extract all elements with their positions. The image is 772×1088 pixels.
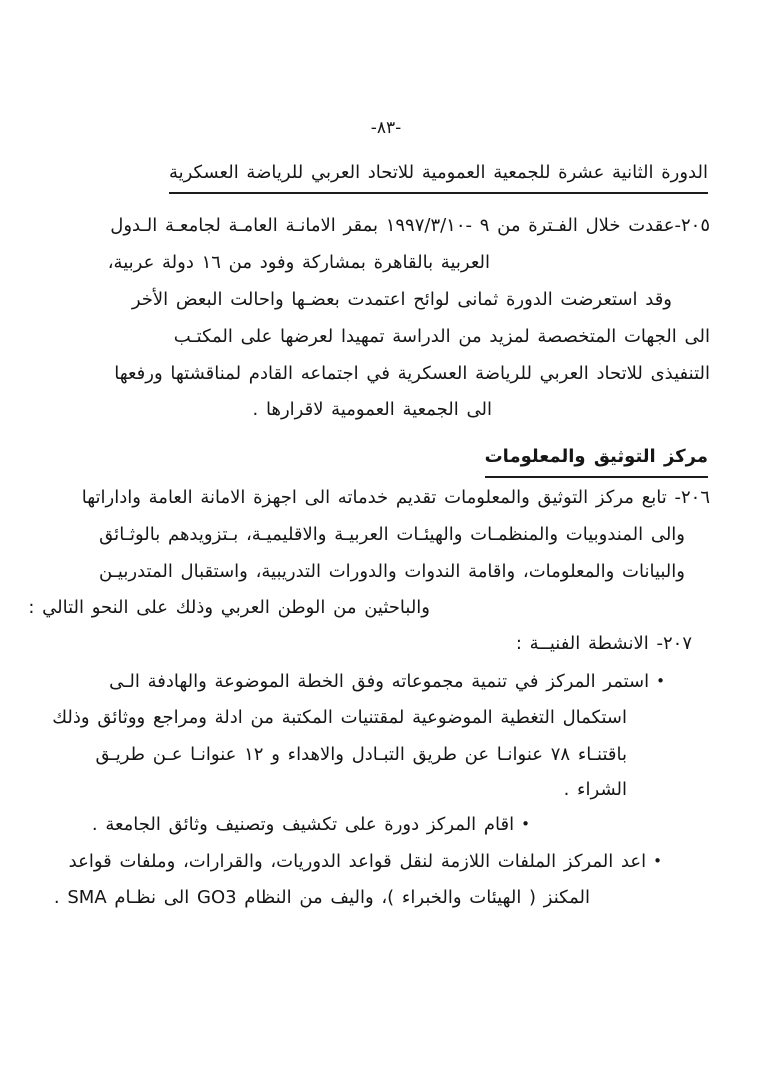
review-para-line1: وقد استعرضت الدورة ثمانى لوائح اعتمدت بعضـها واحالت البعض الأخر [131,289,672,310]
page-number: -٨٣- [370,118,402,138]
review-para-line4: الى الجمعية العمومية لاقرارها . [252,399,492,420]
item206-line4: والباحثين من الوطن العربي وذلك على النحو التالي : [28,597,430,618]
assembly-title: الدورة الثانية عشرة للجمعية العمومية للاتحاد العربي للرياضة العسكرية [169,160,708,194]
item205-line1: ٢٠٥-عقدت خلال الفـترة من ٩ -١٩٩٧/٣/١٠ بمقر الامانـة العامـة لجامعـة الـدول [110,215,710,236]
bullet-icon: • [656,672,665,690]
bullet1-text1: استمر المركز في تنمية مجموعاته وفق الخطة الموضوعة والهادفة الـى [109,671,650,692]
bullet2-text1: اقام المركز دورة على تكشيف وتصنيف وثائق الجامعة . [91,814,515,835]
bullet3-text1: اعد المركز الملفات اللازمة لنقل قواعد الدوريات، والقرارات، وملفات قواعد [68,851,647,872]
bullet1-line3: باقتنـاء ٧٨ عنوانـا عن طريق التبـادل والاهداء و ١٢ عنوانـا عـن طريـق [95,744,627,765]
bullet1-line2: استكمال التغطية الموضوعية لمقتنيات المكتبة من ادلة ومراجع ووثائق وذلك [52,707,627,728]
item206-line3: والبيانات والمعلومات، واقامة الندوات والدورات التدريبية، واستقبال المتدربيـن [98,561,685,582]
review-para-line2: الى الجهات المتخصصة لمزيد من الدراسة تمهيدا لعرضها على المكتـب [173,326,710,347]
item206-line2: والى المندوبيات والمنظمـات والهيئـات العربيـة والاقليميـة، بـتزويدهم بالوثـائق [99,524,685,545]
item206-line1: ٢٠٦- تابع مركز التوثيق والمعلومات تقديم خدماته الى اجهزة الامانة العامة واداراتها [81,487,710,508]
item207-heading: ٢٠٧- الانشطة الفنيــة : [515,633,692,654]
bullet3-line1 [69,848,662,875]
bullet2-line1 [92,811,530,838]
bullet-icon: • [653,852,662,870]
bullet1-line1 [109,668,665,695]
bullet-icon: • [521,815,530,833]
bullet3-line2: المكنز ( الهيئات والخبراء )، واليف من النظام GO3 الى نظـام SMA . [53,887,590,908]
documentation-center-title: مركز التوثيق والمعلومات [485,444,708,478]
review-para-line3: التنفيذى للاتحاد العربي للرياضة العسكرية في اجتماعه القادم لمناقشتها ورفعها [114,363,710,384]
item205-line2: العربية بالقاهرة بمشاركة وفود من ١٦ دولة عربية، [107,252,490,273]
bullet1-line4: الشراء . [563,779,627,800]
